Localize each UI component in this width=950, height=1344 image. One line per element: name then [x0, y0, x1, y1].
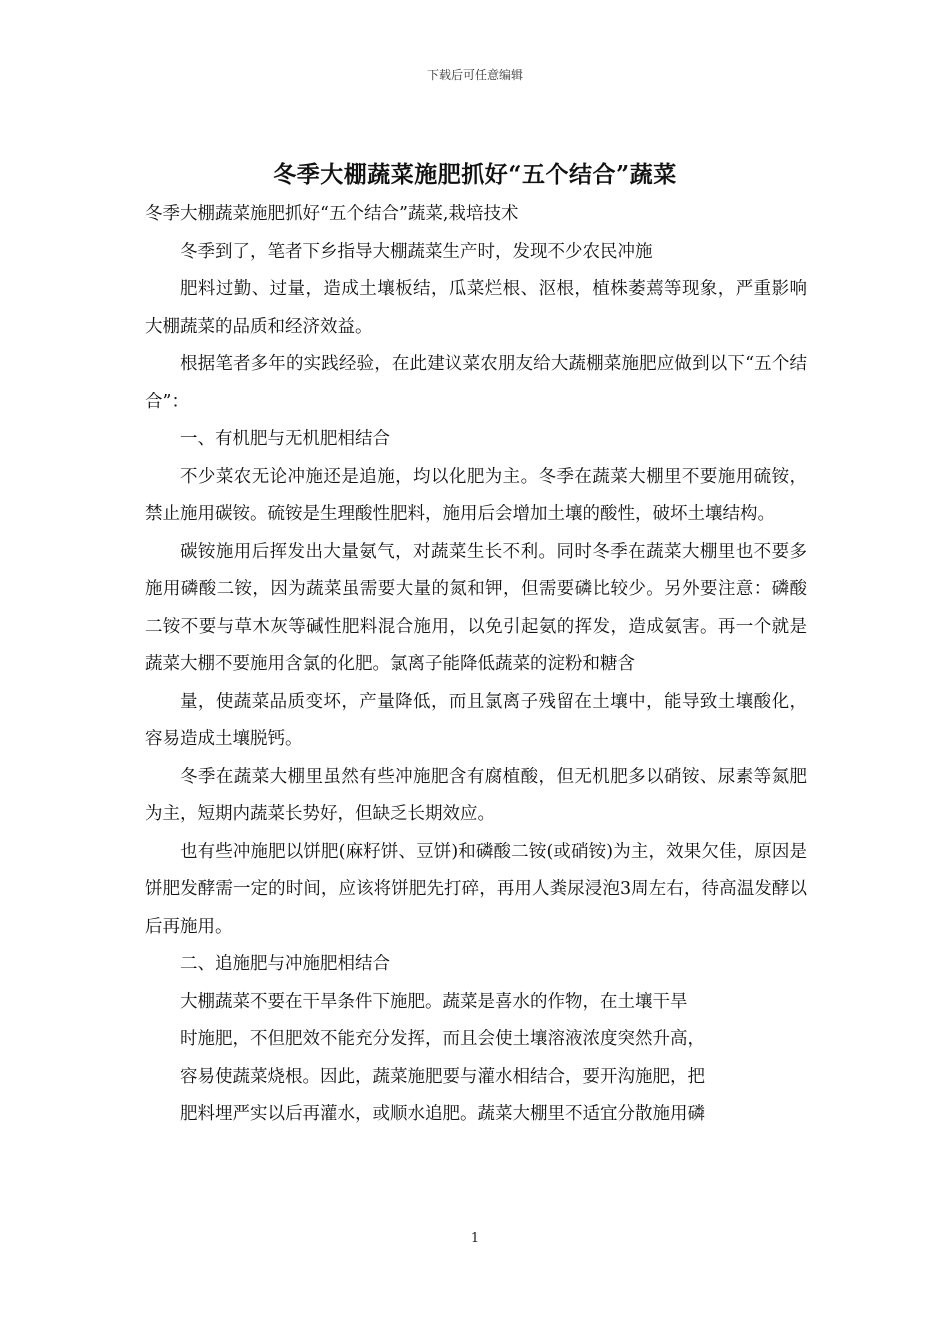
- subtitle-line: 冬季大棚蔬菜施肥抓好“五个结合”蔬菜,栽培技术: [145, 204, 519, 224]
- paragraph: 容易使蔬菜烧根。因此，蔬菜施肥要与灌水相结合，要开沟施肥，把: [180, 1066, 705, 1087]
- paragraph: 冬季到了，笔者下乡指导大棚蔬菜生产时，发现不少农民冲施: [180, 241, 653, 262]
- page-number: 1: [470, 1231, 480, 1246]
- paragraph: 碳铵施用后挥发出大量氨气，对蔬菜生长不利。同时冬季在蔬菜大棚里也不要多施用磷酸二铵，因为蔬菜虽需要大量的氮和钾，但需要磷比较少。另外要注意：磷酸二铵不要与草木灰等碱性肥料混合施用，以免引起氨的挥发，造成氨害。再一个就是蔬菜大棚不要施用含氯的化肥。氯离子能降低蔬菜的淀粉和糖含: [145, 541, 807, 674]
- paragraph: 大棚蔬菜不要在干旱条件下施肥。蔬菜是喜水的作物，在土壤干旱: [180, 991, 688, 1012]
- paragraph: 不少菜农无论冲施还是追施，均以化肥为主。冬季在蔬菜大棚里不要施用硫铵，禁止施用碳铵。硫铵是生理酸性肥料，施用后会增加土壤的酸性，破坏土壤结构。: [145, 466, 807, 524]
- paragraph: 时施肥，不但肥效不能充分发挥，而且会使土壤溶液浓度突然升高，: [180, 1029, 705, 1049]
- page-header: 下载后可任意编辑: [426, 68, 523, 82]
- paragraph: 根据笔者多年的实践经验，在此建议菜农朋友给大蔬棚菜施肥应做到以下“五个结合”：: [145, 354, 807, 412]
- paragraph: 肥料埋严实以后再灌水，或顺水追肥。蔬菜大棚里不适宜分散施用磷: [180, 1104, 705, 1124]
- paragraph: 肥料过勤、过量，造成土壤板结，瓜菜烂根、沤根，植株萎蔫等现象，严重影响大棚蔬菜的品质和经济效益。: [145, 279, 807, 337]
- paragraph: 也有些冲施肥以饼肥(麻籽饼、豆饼)和磷酸二铵(或硝铵)为主，效果欠佳，原因是饼肥发酵需一定的时间，应该将饼肥先打碎，再用人粪尿浸泡3周左右，待高温发酵以后再施用。: [145, 841, 807, 937]
- document-body: [145, 196, 807, 1134]
- document-title: 冬季大棚蔬菜施肥抓好“五个结合”蔬菜: [273, 161, 677, 188]
- paragraph: 量，使蔬菜品质变坏，产量降低，而且氯离子残留在土壤中，能导致土壤酸化，容易造成土壤脱钙。: [145, 691, 807, 749]
- section-heading: 二、追施肥与冲施肥相结合: [180, 954, 390, 974]
- paragraph: 冬季在蔬菜大棚里虽然有些冲施肥含有腐植酸，但无机肥多以硝铵、尿素等氮肥为主，短期内蔬菜长势好，但缺乏长期效应。: [145, 766, 807, 824]
- section-heading: 一、有机肥与无机肥相结合: [180, 429, 390, 449]
